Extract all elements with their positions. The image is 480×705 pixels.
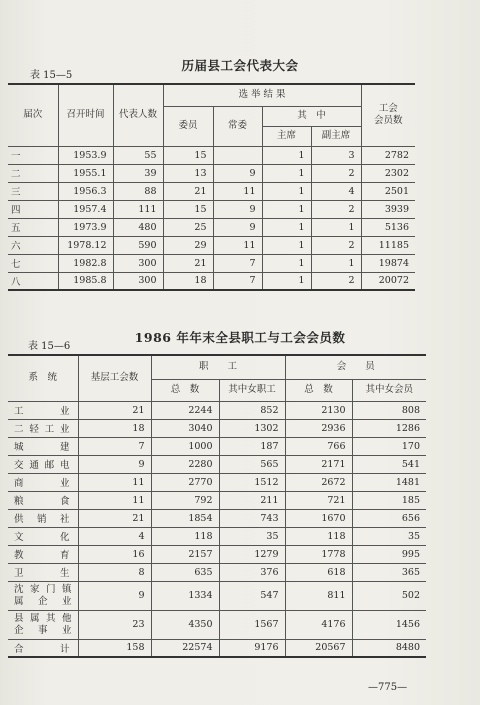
table-cell: 1670 <box>285 509 352 527</box>
table-row <box>8 254 415 272</box>
col-date: 召开时间 <box>58 84 113 146</box>
table-cell: 656 <box>352 509 426 527</box>
table-cell: 502 <box>352 581 426 610</box>
table-cell: 1 <box>262 254 311 272</box>
col-vice-chair: 副主席 <box>311 126 361 146</box>
col-system: 系 统 <box>8 355 78 401</box>
col-union-members: 工会 会员数 <box>361 84 415 146</box>
table-cell: 2770 <box>151 473 219 491</box>
table-cell: 11 <box>78 491 151 509</box>
col-members-total: 总 数 <box>285 379 352 401</box>
table-cell: 187 <box>219 437 285 455</box>
table-row <box>8 218 415 236</box>
table-row <box>8 146 415 164</box>
table-cell: 11 <box>78 473 151 491</box>
table-cell: 22574 <box>151 639 219 657</box>
table-cell: 1567 <box>219 610 285 639</box>
table-cell: 547 <box>219 581 285 610</box>
table-workers-members <box>8 354 426 658</box>
table-cell: 118 <box>151 527 219 545</box>
table-cell: 2171 <box>285 455 352 473</box>
table-cell: 2244 <box>151 401 219 419</box>
table-cell: 995 <box>352 545 426 563</box>
table-cell: 35 <box>352 527 426 545</box>
table-cell: 1 <box>262 272 311 290</box>
table-cell: 4 <box>311 182 361 200</box>
table-cell: 1302 <box>219 419 285 437</box>
table-cell: 七 <box>8 254 58 272</box>
table-cell: 1279 <box>219 545 285 563</box>
table-cell: 23 <box>78 610 151 639</box>
table-cell: 811 <box>285 581 352 610</box>
table-row <box>8 581 426 610</box>
table-cell: 118 <box>285 527 352 545</box>
table-row <box>8 639 426 657</box>
table-cell: 商业 <box>8 473 78 491</box>
table-cell: 1955.1 <box>58 164 113 182</box>
table-cell: 卫生 <box>8 563 78 581</box>
table-cell: 792 <box>151 491 219 509</box>
table-cell: 粮食 <box>8 491 78 509</box>
table-cell: 1 <box>262 164 311 182</box>
col-standing-committee: 常委 <box>213 106 262 146</box>
table-cell: 2672 <box>285 473 352 491</box>
table-cell: 300 <box>113 272 163 290</box>
table-cell: 9176 <box>219 639 285 657</box>
table-cell: 3040 <box>151 419 219 437</box>
table-row <box>8 545 426 563</box>
table-cell: 365 <box>352 563 426 581</box>
table-row <box>8 509 426 527</box>
table-cell: 29 <box>163 236 213 254</box>
table1-title: 历届县工会代表大会 <box>181 58 299 73</box>
table-cell: 四 <box>8 200 58 218</box>
table-cell: 1 <box>262 182 311 200</box>
table-cell: 1000 <box>151 437 219 455</box>
table-cell: 二轻工业 <box>8 419 78 437</box>
table-cell: 55 <box>113 146 163 164</box>
col-chair: 主席 <box>262 126 311 146</box>
table-cell: 工业 <box>8 401 78 419</box>
table-row <box>8 272 415 290</box>
table-cell: 18 <box>163 272 213 290</box>
table-cell: 721 <box>285 491 352 509</box>
table-cell: 766 <box>285 437 352 455</box>
table-cell: 1957.4 <box>58 200 113 218</box>
table-cell: 六 <box>8 236 58 254</box>
table-cell: 9 <box>213 164 262 182</box>
table-cell: 2157 <box>151 545 219 563</box>
table-cell: 2 <box>311 164 361 182</box>
col-of-which: 其 中 <box>262 106 361 126</box>
table2-label: 表 15—6 <box>28 341 71 352</box>
table-cell: 11185 <box>361 236 415 254</box>
table-cell: 供销社 <box>8 509 78 527</box>
table-cell: 沈家门镇 属企业 <box>8 581 78 610</box>
table-cell: 1481 <box>352 473 426 491</box>
table-row <box>8 200 415 218</box>
table-cell: 590 <box>113 236 163 254</box>
table-cell: 教育 <box>8 545 78 563</box>
col-workers: 职 工 <box>151 355 285 379</box>
col-grassroots-unions: 基层工会数 <box>78 355 151 401</box>
table1-label: 表 15—5 <box>30 70 73 81</box>
table-cell: 21 <box>163 182 213 200</box>
table-cell: 635 <box>151 563 219 581</box>
table-cell: 185 <box>352 491 426 509</box>
table-cell: 4350 <box>151 610 219 639</box>
table-cell: 35 <box>219 527 285 545</box>
table-cell: 19874 <box>361 254 415 272</box>
table-cell <box>213 146 262 164</box>
table-cell: 9 <box>78 581 151 610</box>
table-cell: 11 <box>213 236 262 254</box>
col-members: 会 员 <box>285 355 426 379</box>
table-row <box>8 419 426 437</box>
table-row <box>8 610 426 639</box>
table-cell: 376 <box>219 563 285 581</box>
table-cell: 20567 <box>285 639 352 657</box>
table-row <box>8 164 415 182</box>
col-female-workers: 其中女职工 <box>219 379 285 401</box>
table-cell: 21 <box>78 401 151 419</box>
table-cell: 88 <box>113 182 163 200</box>
table-cell: 1956.3 <box>58 182 113 200</box>
table-cell: 2782 <box>361 146 415 164</box>
table-cell: 2501 <box>361 182 415 200</box>
table-cell: 1334 <box>151 581 219 610</box>
table-cell: 2 <box>311 200 361 218</box>
table-cell: 111 <box>113 200 163 218</box>
table-row <box>8 182 415 200</box>
table-cell: 文化 <box>8 527 78 545</box>
table-cell: 21 <box>78 509 151 527</box>
table-cell: 852 <box>219 401 285 419</box>
table-cell: 16 <box>78 545 151 563</box>
table-cell: 县属其他 企事业 <box>8 610 78 639</box>
table-cell: 2280 <box>151 455 219 473</box>
table-cell: 5136 <box>361 218 415 236</box>
col-session: 届次 <box>8 84 58 146</box>
table-congress-sessions <box>8 83 415 291</box>
table-cell: 8480 <box>352 639 426 657</box>
table-cell: 1 <box>311 218 361 236</box>
table-cell: 20072 <box>361 272 415 290</box>
table-cell: 1512 <box>219 473 285 491</box>
table-cell: 1 <box>262 236 311 254</box>
table-cell: 2302 <box>361 164 415 182</box>
table-cell: 13 <box>163 164 213 182</box>
table-cell: 1 <box>262 218 311 236</box>
page-number: —775— <box>368 682 408 693</box>
table-cell: 1286 <box>352 419 426 437</box>
table-cell: 4176 <box>285 610 352 639</box>
table-cell: 1982.8 <box>58 254 113 272</box>
table-cell: 1 <box>262 146 311 164</box>
table-row <box>8 236 415 254</box>
table-cell: 2 <box>311 236 361 254</box>
table-cell: 1778 <box>285 545 352 563</box>
table-cell: 1978.12 <box>58 236 113 254</box>
table-cell: 2936 <box>285 419 352 437</box>
table-cell: 541 <box>352 455 426 473</box>
table-cell: 480 <box>113 218 163 236</box>
table-cell: 18 <box>78 419 151 437</box>
table-cell: 15 <box>163 200 213 218</box>
col-election-results: 选 举 结 果 <box>163 84 361 106</box>
table-cell: 1973.9 <box>58 218 113 236</box>
table-cell: 2 <box>311 272 361 290</box>
table-cell: 15 <box>163 146 213 164</box>
table-cell: 3 <box>311 146 361 164</box>
table-row <box>8 473 426 491</box>
table-cell: 7 <box>213 272 262 290</box>
table-cell: 618 <box>285 563 352 581</box>
table-cell: 3939 <box>361 200 415 218</box>
col-delegates: 代表人数 <box>113 84 163 146</box>
table-cell: 4 <box>78 527 151 545</box>
table-cell: 21 <box>163 254 213 272</box>
table-cell: 1456 <box>352 610 426 639</box>
table-cell: 1854 <box>151 509 219 527</box>
col-committee-members: 委员 <box>163 106 213 146</box>
table-cell: 300 <box>113 254 163 272</box>
table-cell: 7 <box>78 437 151 455</box>
table-cell: 1 <box>262 200 311 218</box>
table-cell: 743 <box>219 509 285 527</box>
table-cell: 三 <box>8 182 58 200</box>
table-cell: 9 <box>213 218 262 236</box>
table-cell: 211 <box>219 491 285 509</box>
table-row <box>8 455 426 473</box>
table-cell: 808 <box>352 401 426 419</box>
table-row <box>8 401 426 419</box>
table-cell: 五 <box>8 218 58 236</box>
table-row <box>8 491 426 509</box>
table-cell: 1985.8 <box>58 272 113 290</box>
table-cell: 158 <box>78 639 151 657</box>
table-cell: 交通邮电 <box>8 455 78 473</box>
table-cell: 11 <box>213 182 262 200</box>
table-cell: 9 <box>213 200 262 218</box>
table-cell: 170 <box>352 437 426 455</box>
table-cell: 八 <box>8 272 58 290</box>
table-cell: 城建 <box>8 437 78 455</box>
table-cell: 8 <box>78 563 151 581</box>
table-cell: 二 <box>8 164 58 182</box>
table-cell: 7 <box>213 254 262 272</box>
table-cell: 一 <box>8 146 58 164</box>
table-row <box>8 527 426 545</box>
table-row <box>8 563 426 581</box>
table-cell: 39 <box>113 164 163 182</box>
table-cell: 1 <box>311 254 361 272</box>
table-row <box>8 437 426 455</box>
col-female-members: 其中女会员 <box>352 379 426 401</box>
col-workers-total: 总 数 <box>151 379 219 401</box>
table-cell: 9 <box>78 455 151 473</box>
table-cell: 565 <box>219 455 285 473</box>
table-cell: 2130 <box>285 401 352 419</box>
table-cell: 1953.9 <box>58 146 113 164</box>
table2-title: 1986 年年末全县职工与工会会员数 <box>134 330 346 345</box>
table-cell: 25 <box>163 218 213 236</box>
table-cell: 合计 <box>8 639 78 657</box>
